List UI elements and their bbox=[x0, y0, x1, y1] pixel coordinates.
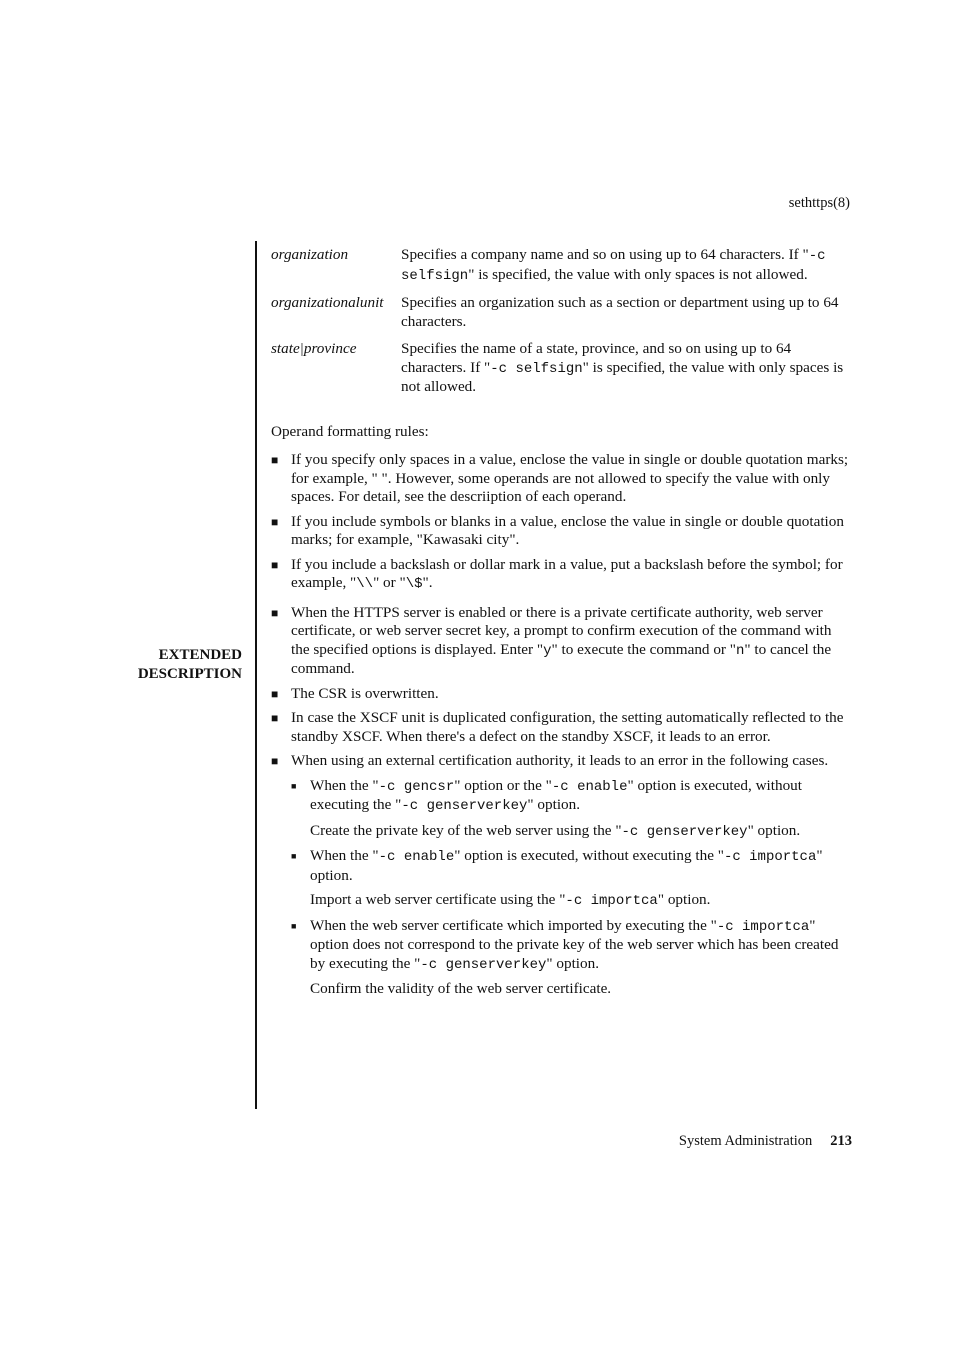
text-run: If you specify only spaces in a value, enclose the value in single or double quotation marks; for example, " ". However, some operands are not allowed to specify the value with only spaces. For detail, see the descriiption of each operand. bbox=[291, 451, 849, 505]
text-run: " option. bbox=[546, 954, 600, 972]
text-run: Specifies an organization such as a section or department using up to 64 characters. bbox=[401, 294, 839, 330]
code-literal: -c selfsign bbox=[401, 248, 826, 284]
text-run: " option. bbox=[747, 821, 801, 839]
running-head: sethttps(8) bbox=[788, 195, 850, 211]
error-case-remedy bbox=[310, 891, 853, 911]
code-literal: n bbox=[735, 642, 745, 659]
error-case-text bbox=[310, 847, 853, 885]
text-run: Create the private key of the web server using the " bbox=[310, 821, 622, 839]
text-run: " or " bbox=[373, 574, 406, 591]
text-run: " option is executed, without executing the " bbox=[310, 776, 802, 813]
description-item bbox=[271, 752, 853, 999]
code-literal: -c selfsign bbox=[490, 360, 583, 377]
text-run: When the web server certificate which imported by executing the " bbox=[310, 916, 717, 934]
code-literal: -c genserverkey bbox=[621, 823, 748, 840]
extended-description-list bbox=[271, 604, 853, 999]
page-footer bbox=[679, 1133, 852, 1150]
text-run: When the " bbox=[310, 776, 379, 794]
error-case-text bbox=[310, 777, 853, 816]
text-run: " to cancel the command. bbox=[291, 640, 832, 677]
code-literal: -c genserverkey bbox=[401, 798, 528, 814]
code-literal: \\ bbox=[356, 576, 374, 592]
rule-item bbox=[271, 556, 853, 594]
body-content bbox=[271, 246, 853, 1005]
code-literal: -c importca bbox=[565, 893, 658, 909]
code-literal: -c gencsr bbox=[378, 778, 455, 795]
text-run: Specifies the name of a state, province, and so on using up to 64 characters. If " bbox=[401, 340, 792, 376]
error-case-item bbox=[291, 777, 853, 842]
text-run: " option is executed, without executing the " bbox=[454, 847, 724, 864]
operand-definition bbox=[401, 246, 853, 285]
code-literal: -c enable bbox=[378, 849, 455, 865]
text-run: When using an external certification authority, it leads to an error in the following cases. bbox=[291, 752, 829, 769]
rules-list bbox=[271, 451, 853, 594]
error-case-item bbox=[291, 847, 853, 911]
description-item bbox=[271, 685, 853, 704]
rules-intro: Operand formatting rules: bbox=[271, 422, 429, 440]
text-run: " option. bbox=[527, 796, 581, 813]
operand-table bbox=[271, 246, 853, 397]
operand-definition bbox=[401, 340, 853, 397]
code-literal: -c genserverkey bbox=[420, 956, 547, 973]
description-text bbox=[291, 752, 853, 771]
text-run: When the HTTPS server is enabled or there is a private certificate authority, web server certificate, or web server secret key, a prompt to confirm execution of the command with the specified options is displayed. Enter " bbox=[291, 603, 832, 658]
description-item bbox=[271, 709, 853, 746]
text-run: Specifies a company name and so on using up to 64 characters. If " bbox=[401, 246, 809, 263]
text-run: " option does not correspond to the private key of the web server which has been created by executing the " bbox=[310, 916, 839, 972]
error-case-list bbox=[291, 777, 853, 999]
section-heading-extended-description: EXTENDED DESCRIPTION bbox=[137, 647, 242, 682]
error-case-remedy bbox=[310, 980, 853, 999]
text-run: When the " bbox=[310, 847, 379, 864]
page-number: 213 bbox=[830, 1133, 852, 1149]
text-run: Import a web server certificate using the " bbox=[310, 891, 566, 908]
text-run: The CSR is overwritten. bbox=[291, 684, 439, 702]
book-title: System Administration bbox=[678, 1133, 813, 1149]
operand-term: state|province bbox=[271, 340, 357, 357]
text-run: If you include a backslash or dollar mark in a value, put a backslash before the symbol; for example, " bbox=[291, 555, 843, 591]
error-case-item bbox=[291, 917, 853, 999]
operand-term: organizationalunit bbox=[271, 294, 384, 311]
text-run: " option or the " bbox=[454, 776, 552, 794]
code-literal: y bbox=[543, 642, 552, 659]
text-run: ". bbox=[422, 574, 433, 591]
operand-row bbox=[271, 294, 853, 331]
code-literal: -c importca bbox=[723, 849, 817, 865]
description-text bbox=[291, 604, 853, 679]
text-run: In case the XSCF unit is duplicated configuration, the setting automatically reflected to the standby XSCF. When there's a defect on the standby XSCF, it leads to an error. bbox=[291, 709, 844, 745]
operand-term: organization bbox=[271, 246, 349, 263]
text-run: Confirm the validity of the web server certificate. bbox=[310, 980, 612, 997]
error-case-remedy bbox=[310, 822, 853, 842]
text-run: " is specified, the value with only spaces is not allowed. bbox=[468, 265, 808, 283]
code-literal: -c importca bbox=[716, 918, 810, 935]
description-text bbox=[291, 709, 853, 746]
text-run: If you include symbols or blanks in a value, enclose the value in single or double quotation marks; for example, "Kawasaki city". bbox=[291, 512, 844, 548]
text-run: " option. bbox=[310, 847, 823, 884]
text-run: " is specified, the value with only spaces is not allowed. bbox=[401, 358, 844, 395]
operand-row bbox=[271, 340, 853, 397]
rule-item bbox=[271, 513, 853, 550]
margin-rule bbox=[255, 241, 257, 1109]
text-run: " to execute the command or " bbox=[551, 640, 736, 658]
code-literal: \$ bbox=[405, 576, 423, 592]
rule-item bbox=[271, 451, 853, 507]
description-text bbox=[291, 685, 853, 704]
description-item bbox=[271, 604, 853, 679]
text-run: " option. bbox=[657, 891, 711, 908]
operand-row bbox=[271, 246, 853, 285]
code-literal: -c enable bbox=[551, 778, 628, 795]
operand-definition bbox=[401, 294, 853, 331]
error-case-text bbox=[310, 917, 853, 975]
